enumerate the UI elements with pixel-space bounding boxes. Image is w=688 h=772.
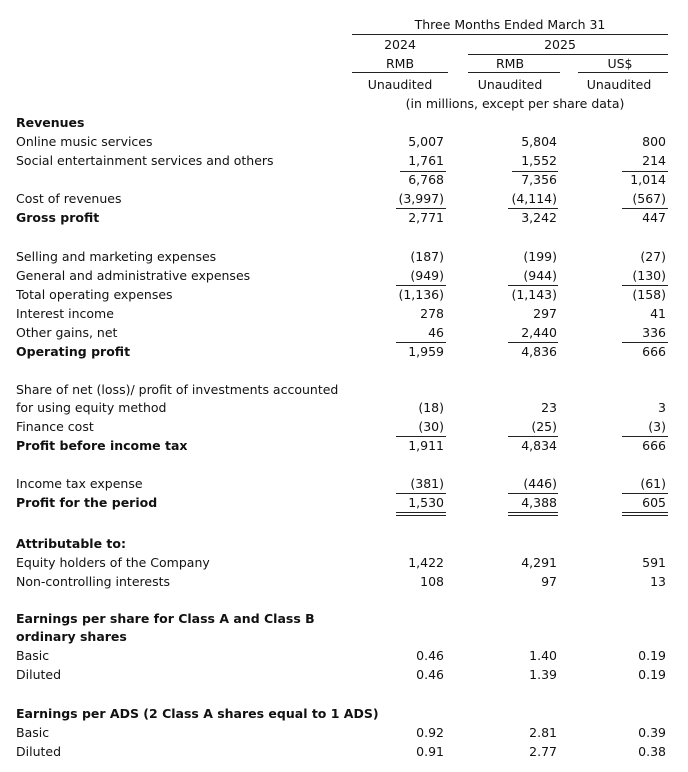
value-2024: 1,761 <box>408 153 444 168</box>
value-2024: 108 <box>420 574 444 589</box>
value-usd: 336 <box>642 325 666 340</box>
row-eps-diluted <box>0 667 688 686</box>
value-2024: 1,911 <box>408 438 444 453</box>
row-label: Attributable to: <box>16 536 126 551</box>
year-2025-header: 2025 <box>544 37 576 52</box>
row-revenue-total <box>0 172 688 191</box>
row-gross-profit <box>0 210 688 229</box>
subtotal-rule-2024 <box>400 171 446 172</box>
value-usd: 800 <box>642 134 666 149</box>
total-double-rule-2025-a <box>508 512 558 513</box>
value-usd: 41 <box>650 306 666 321</box>
subtotal-rule-usd <box>622 171 668 172</box>
value-usd: 3 <box>658 400 666 415</box>
value-2025: (4,114) <box>511 191 557 206</box>
row-label: Share of net (loss)/ profit of investments accounted <box>16 382 339 397</box>
row-profit-for-period <box>0 495 688 514</box>
value-2025: 2.81 <box>529 725 557 740</box>
value-2025: 2.77 <box>529 744 557 759</box>
period-header: Three Months Ended March 31 <box>414 17 606 32</box>
value-2025: (199) <box>523 249 557 264</box>
currency-header-usd: US$ <box>607 56 633 71</box>
total-double-rule-usd-b <box>622 515 668 516</box>
currency-rule-2024 <box>352 72 448 73</box>
value-2024: 278 <box>420 306 444 321</box>
row-label: Cost of revenues <box>16 191 122 206</box>
value-usd: (130) <box>632 268 666 283</box>
tax-rule-usd <box>622 493 668 494</box>
currency-rule-2025 <box>468 72 560 73</box>
value-2024: 5,007 <box>408 134 444 149</box>
value-usd: 0.39 <box>638 725 666 740</box>
value-usd: 666 <box>642 438 666 453</box>
value-usd: 214 <box>642 153 666 168</box>
row-label: Income tax expense <box>16 476 143 491</box>
value-2024: 46 <box>428 325 444 340</box>
row-label: Diluted <box>16 744 62 759</box>
period-header-rule <box>352 34 668 35</box>
value-2025: 23 <box>541 400 557 415</box>
subtotal-rule-2025 <box>512 171 558 172</box>
value-2024: 6,768 <box>408 172 444 187</box>
cost-rule-2024 <box>396 208 446 209</box>
value-2025: 1.39 <box>529 667 557 682</box>
row-label: General and administrative expenses <box>16 268 251 283</box>
row-total-operating-expenses <box>0 287 688 306</box>
row-label: Revenues <box>16 115 85 130</box>
value-2024: (18) <box>418 400 444 415</box>
ga-rule-2025 <box>508 285 558 286</box>
row-equity-method <box>0 400 688 419</box>
value-2025: 4,836 <box>521 344 557 359</box>
ga-rule-usd <box>622 285 668 286</box>
currency-header-2024: RMB <box>385 56 415 71</box>
row-label: Interest income <box>16 306 114 321</box>
row-label: Finance cost <box>16 419 94 434</box>
year-2025-rule <box>468 54 668 55</box>
other-gains-rule-2025 <box>508 342 558 343</box>
row-eps-header-cont <box>0 629 688 648</box>
value-2024: 0.92 <box>416 725 444 740</box>
value-usd: 0.19 <box>638 667 666 682</box>
row-label: ordinary shares <box>16 629 127 644</box>
value-2025: 4,291 <box>521 555 557 570</box>
tax-rule-2025 <box>508 493 558 494</box>
value-usd: 591 <box>642 555 666 570</box>
value-usd: (3) <box>648 419 666 434</box>
cost-rule-2025 <box>508 208 558 209</box>
row-label: Total operating expenses <box>16 287 173 302</box>
row-cost-of-revenues <box>0 191 688 210</box>
row-profit-before-tax <box>0 438 688 457</box>
cost-rule-usd <box>622 208 668 209</box>
ga-rule-2024 <box>396 285 446 286</box>
tax-rule-2024 <box>396 493 446 494</box>
row-label: Diluted <box>16 667 62 682</box>
row-label: Profit for the period <box>16 495 158 510</box>
value-2024: 0.46 <box>416 667 444 682</box>
value-2024: 0.91 <box>416 744 444 759</box>
value-2025: (446) <box>523 476 557 491</box>
row-finance-cost <box>0 419 688 438</box>
row-equity-holders <box>0 555 688 574</box>
value-2024: 0.46 <box>416 648 444 663</box>
value-2025: 4,834 <box>521 438 557 453</box>
total-double-rule-usd-a <box>622 512 668 513</box>
value-2024: 1,422 <box>408 555 444 570</box>
value-2024: (30) <box>418 419 444 434</box>
row-label: Gross profit <box>16 210 100 225</box>
value-usd: (158) <box>632 287 666 302</box>
status-header-2024: Unaudited <box>367 77 433 92</box>
value-2025: 7,356 <box>521 172 557 187</box>
row-label: for using equity method <box>16 400 167 415</box>
row-interest-income <box>0 306 688 325</box>
row-ads-header <box>0 706 688 725</box>
row-ads-basic <box>0 725 688 744</box>
status-header-usd: Unaudited <box>586 77 652 92</box>
year-2024-header: 2024 <box>384 37 416 52</box>
total-double-rule-2025-b <box>508 515 558 516</box>
row-label: Equity holders of the Company <box>16 555 210 570</box>
row-attributable-to <box>0 536 688 555</box>
value-2024: 1,959 <box>408 344 444 359</box>
value-2024: (1,136) <box>398 287 444 302</box>
row-label: Non-controlling interests <box>16 574 171 589</box>
value-usd: 0.38 <box>638 744 666 759</box>
total-double-rule-2024-a <box>396 512 446 513</box>
value-usd: 447 <box>642 210 666 225</box>
row-social-entertainment <box>0 153 688 172</box>
row-ads-diluted <box>0 744 688 763</box>
value-2025: 1,552 <box>521 153 557 168</box>
value-2025: (25) <box>531 419 557 434</box>
row-non-controlling <box>0 574 688 593</box>
value-2024: 2,771 <box>408 210 444 225</box>
row-label: Selling and marketing expenses <box>16 249 217 264</box>
value-2024: (3,997) <box>398 191 444 206</box>
value-usd: 666 <box>642 344 666 359</box>
value-2025: 3,242 <box>521 210 557 225</box>
row-label: Social entertainment services and others <box>16 153 274 168</box>
row-label: Operating profit <box>16 344 131 359</box>
value-2025: (944) <box>523 268 557 283</box>
row-share-of-net-header <box>0 382 688 401</box>
row-selling-marketing <box>0 249 688 268</box>
other-gains-rule-2024 <box>396 342 446 343</box>
row-online-music <box>0 134 688 153</box>
value-usd: 0.19 <box>638 648 666 663</box>
status-header-2025: Unaudited <box>477 77 543 92</box>
row-label: Earnings per ADS (2 Class A shares equal to 1 ADS) <box>16 706 379 721</box>
value-2025: 5,804 <box>521 134 557 149</box>
value-usd: (27) <box>640 249 666 264</box>
row-eps-basic <box>0 648 688 667</box>
value-2025: 297 <box>533 306 557 321</box>
currency-header-2025: RMB <box>495 56 525 71</box>
value-usd: 1,014 <box>630 172 666 187</box>
value-2024: (949) <box>410 268 444 283</box>
row-label: Basic <box>16 648 50 663</box>
value-2025: 97 <box>541 574 557 589</box>
value-2025: 4,388 <box>521 495 557 510</box>
value-2025: (1,143) <box>511 287 557 302</box>
row-label: Online music services <box>16 134 153 149</box>
value-2025: 1.40 <box>529 648 557 663</box>
value-usd: (567) <box>632 191 666 206</box>
value-usd: (61) <box>640 476 666 491</box>
row-general-admin <box>0 268 688 287</box>
row-income-tax <box>0 476 688 495</box>
units-note: (in millions, except per share data) <box>405 96 625 111</box>
value-2024: (381) <box>410 476 444 491</box>
row-label: Other gains, net <box>16 325 118 340</box>
value-2025: 2,440 <box>521 325 557 340</box>
row-label: Basic <box>16 725 50 740</box>
row-label: Earnings per share for Class A and Class B <box>16 611 315 626</box>
currency-rule-usd <box>578 72 668 73</box>
row-eps-header <box>0 611 688 630</box>
finance-rule-2025 <box>508 436 558 437</box>
other-gains-rule-usd <box>622 342 668 343</box>
total-double-rule-2024-b <box>396 515 446 516</box>
value-usd: 13 <box>650 574 666 589</box>
row-other-gains <box>0 325 688 344</box>
finance-rule-usd <box>622 436 668 437</box>
value-2024: (187) <box>410 249 444 264</box>
row-operating-profit <box>0 344 688 363</box>
row-label: Profit before income tax <box>16 438 188 453</box>
value-2024: 1,530 <box>408 495 444 510</box>
finance-rule-2024 <box>396 436 446 437</box>
value-usd: 605 <box>642 495 666 510</box>
row-revenues <box>0 115 688 134</box>
